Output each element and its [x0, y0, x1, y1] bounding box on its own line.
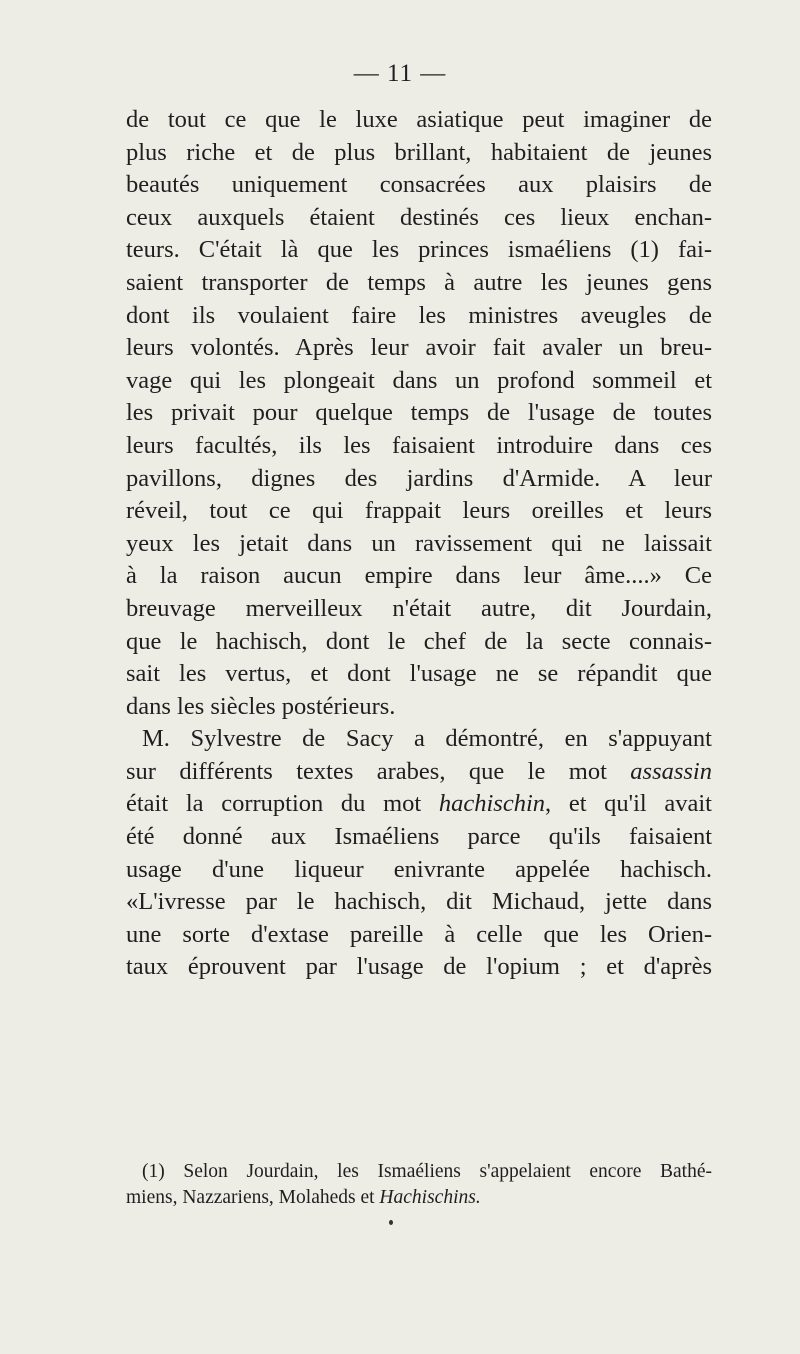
- text-line: été donné aux Ismaéliens parce qu'ils faisaient: [126, 823, 712, 851]
- ink-dot: [389, 1220, 393, 1225]
- text-line: les privait pour quelque temps de l'usage de toutes: [126, 399, 712, 427]
- footnote-text: miens, Nazzariens, Molaheds et: [126, 1187, 375, 1208]
- footnote-line: (1) Selon Jourdain, les Ismaéliens s'appelaient encore Bathé-: [142, 1161, 712, 1182]
- text-line: yeux les jetait dans un ravissement qui ne laissait: [126, 529, 712, 557]
- text-line: plus riche et de plus brillant, habitaient de jeunes: [126, 138, 712, 166]
- text-line: «L'ivresse par le hachisch, dit Michaud, jette dans: [126, 888, 712, 916]
- text-line: leurs facultés, ils les faisaient introduire dans ces: [126, 431, 712, 459]
- text-line: usage d'une liqueur enivrante appelée hachisch.: [126, 855, 712, 883]
- body-text: [126, 104, 712, 984]
- footnote-italic: Hachischins.: [379, 1187, 481, 1208]
- text-line: pavillons, dignes des jardins d'Armide. A leur: [126, 464, 712, 492]
- text-line: à la raison aucun empire dans leur âme....» Ce: [126, 562, 712, 590]
- text-line: leurs volontés. Après leur avoir fait avaler un breu-: [126, 334, 712, 362]
- text-line: vage qui les plongeait dans un profond sommeil et: [126, 366, 712, 394]
- text-line: de tout ce que le luxe asiatique peut imaginer de: [126, 106, 712, 133]
- text-line: beautés uniquement consacrées aux plaisirs de: [126, 171, 712, 199]
- text-line: réveil, tout ce qui frappait leurs oreilles et leurs: [126, 497, 712, 525]
- text-line: breuvage merveilleux n'était autre, dit Jourdain,: [126, 594, 712, 622]
- text-line: teurs. C'était là que les princes ismaéliens (1) fai-: [126, 236, 712, 264]
- text-segment: , et qu'il avait: [545, 790, 712, 818]
- text-line: ceux auxquels étaient destinés ces lieux enchan-: [126, 203, 712, 231]
- text-line: une sorte d'extase pareille à celle que les Orien-: [126, 920, 712, 948]
- text-line: dans les siècles postérieurs.: [126, 692, 396, 720]
- text-line: que le hachisch, dont le chef de la secte connais-: [126, 627, 712, 655]
- text-line-with-italic: [126, 788, 712, 821]
- italic-word: hachischin: [438, 790, 546, 818]
- text-line: dont ils voulaient faire les ministres aveugles de: [126, 301, 712, 329]
- footnote-line: [126, 1185, 712, 1211]
- italic-word: assassin: [630, 757, 712, 785]
- text-line: M. Sylvestre de Sacy a démontré, en s'appuyant: [142, 725, 712, 753]
- text-segment: était la corruption du mot: [126, 790, 422, 818]
- text-line: saient transporter de temps à autre les jeunes gens: [126, 268, 712, 296]
- footnote: [126, 1159, 712, 1211]
- text-line: sait les vertus, et dont l'usage ne se répandit que: [126, 660, 712, 688]
- text-segment: sur différents textes arabes, que le mot: [126, 757, 607, 785]
- text-line-with-italic: [126, 756, 712, 789]
- text-line: taux éprouvent par l'usage de l'opium ; et d'après: [126, 953, 712, 981]
- page-number: — 11 —: [353, 60, 447, 87]
